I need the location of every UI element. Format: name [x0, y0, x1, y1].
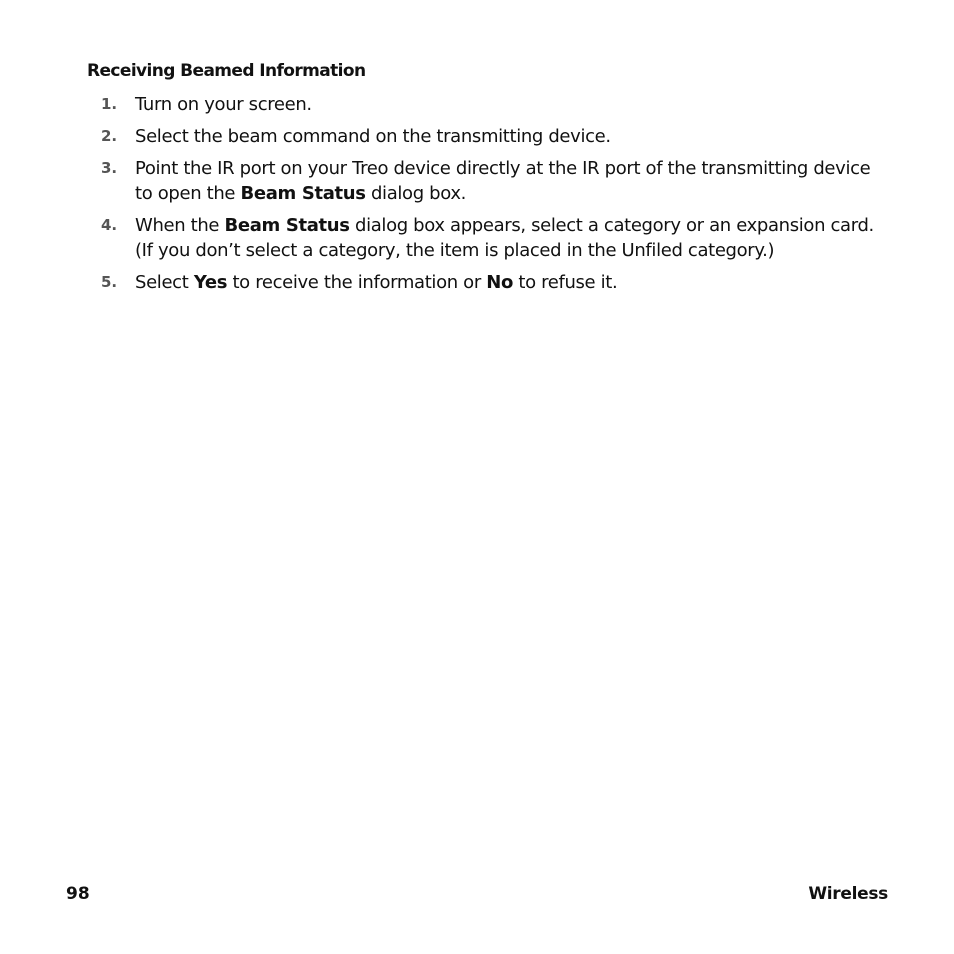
step-text-segment: dialog box. — [365, 183, 467, 204]
steps-list — [101, 92, 901, 302]
step-text-line — [135, 270, 901, 295]
page-number: 98 — [66, 884, 90, 904]
step-text-segment: Select — [135, 272, 194, 293]
step-item — [101, 92, 901, 117]
step-number: 4. — [101, 216, 118, 234]
step-item — [101, 124, 901, 149]
step-number: 2. — [101, 127, 118, 145]
step-text: Turn on your screen. — [135, 94, 312, 115]
step-item — [101, 270, 901, 295]
step-text-segment: When the — [135, 215, 225, 236]
step-number: 3. — [101, 159, 118, 177]
step-item — [101, 213, 901, 263]
step-text: Select the beam command on the transmitting device. — [135, 126, 611, 147]
section-heading: Receiving Beamed Information — [87, 61, 366, 81]
step-number: 1. — [101, 95, 118, 113]
ui-term: No — [486, 272, 513, 293]
step-text-line — [135, 181, 901, 206]
step-item — [101, 156, 901, 206]
step-text-segment: to open the — [135, 183, 241, 204]
step-text-segment: to receive the information or — [227, 272, 487, 293]
step-text-segment: to refuse it. — [512, 272, 618, 293]
ui-term: Beam Status — [224, 215, 350, 236]
step-number: 5. — [101, 273, 118, 291]
ui-term: Yes — [193, 272, 228, 293]
step-text-segment: dialog box appears, select a category or an expansion card. — [349, 215, 874, 236]
step-text-line: (If you don’t select a category, the item is placed in the Unfiled category.) — [135, 240, 775, 261]
step-text-line — [135, 213, 901, 238]
ui-term: Beam Status — [240, 183, 366, 204]
step-text-line: Point the IR port on your Treo device directly at the IR port of the transmitting device — [135, 158, 871, 179]
section-name: Wireless — [808, 884, 888, 904]
